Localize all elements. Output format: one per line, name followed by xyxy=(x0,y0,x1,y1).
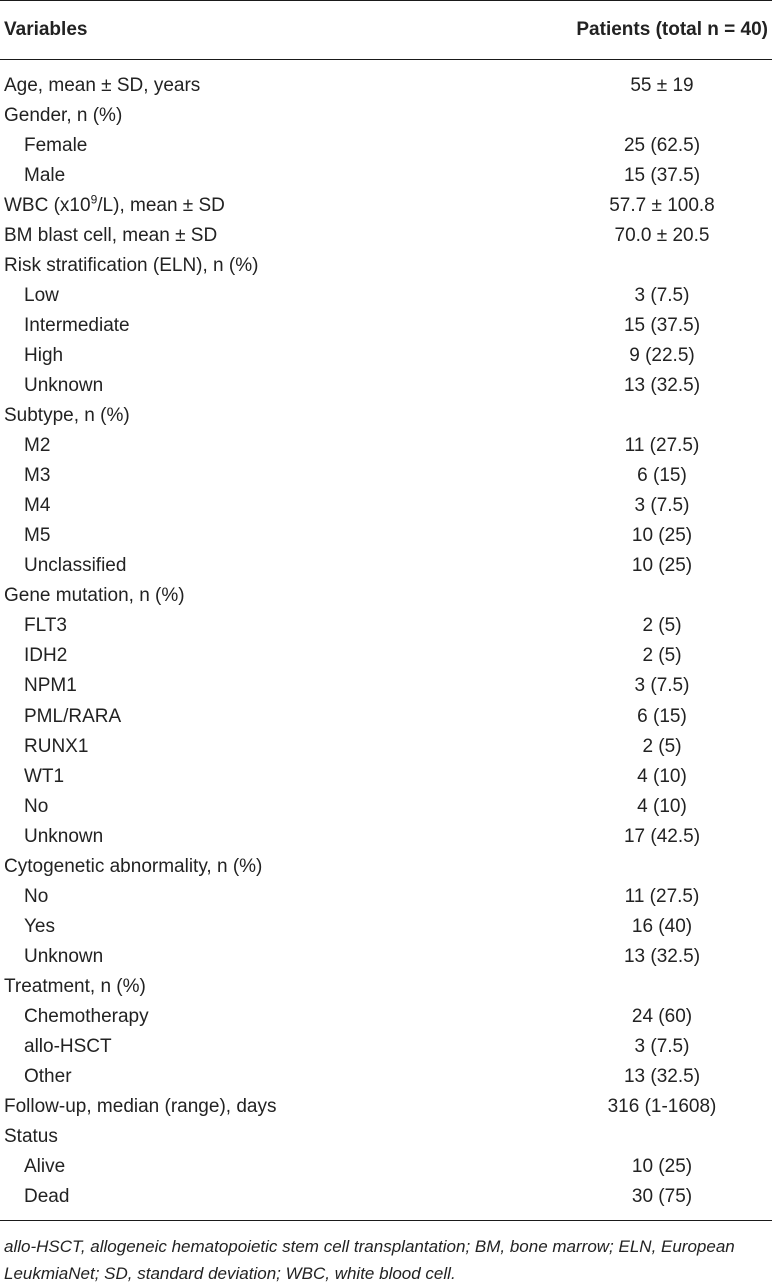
table-row xyxy=(0,521,772,551)
row-value: 2 (5) xyxy=(642,645,682,667)
table-row xyxy=(0,911,772,941)
row-value: 4 (10) xyxy=(637,765,687,787)
table-row xyxy=(0,971,772,1001)
row-label: allo-HSCT xyxy=(24,1036,112,1058)
table-row xyxy=(0,491,772,521)
table-row xyxy=(0,431,772,461)
row-value: 10 (25) xyxy=(631,1156,693,1178)
row-value: 3 (7.5) xyxy=(634,1036,690,1058)
table-header-row xyxy=(0,1,772,59)
table-row xyxy=(0,1182,772,1212)
header-variables: Variables xyxy=(4,19,88,40)
row-value: 25 (62.5) xyxy=(623,134,701,156)
row-label-post: /L), mean ± SD xyxy=(97,194,225,216)
row-value: 6 (15) xyxy=(637,465,687,487)
row-label: Risk stratification (ELN), n (%) xyxy=(4,254,259,276)
table-row xyxy=(0,701,772,731)
table-row xyxy=(0,551,772,581)
table-row xyxy=(0,310,772,340)
row-label-pre: WBC (x10 xyxy=(4,194,91,216)
table-row xyxy=(0,340,772,370)
row-value: 30 (75) xyxy=(631,1186,693,1208)
row-label: M5 xyxy=(24,525,51,547)
table-row xyxy=(0,190,772,220)
row-label: Dead xyxy=(24,1186,70,1208)
row-label: High xyxy=(24,344,64,366)
row-label: Treatment, n (%) xyxy=(4,975,146,997)
table-row xyxy=(0,671,772,701)
row-label: Unknown xyxy=(24,825,104,847)
row-value: 11 (27.5) xyxy=(624,435,700,457)
table-row xyxy=(0,1092,772,1122)
row-label: Unclassified xyxy=(24,555,127,577)
table-row xyxy=(0,611,772,641)
row-label: BM blast cell, mean ± SD xyxy=(4,224,218,246)
row-value: 6 (15) xyxy=(637,705,687,727)
table-row xyxy=(0,1032,772,1062)
table-row xyxy=(0,881,772,911)
row-value: 13 (32.5) xyxy=(623,374,701,396)
row-label: Chemotherapy xyxy=(24,1005,149,1027)
row-label: PML/RARA xyxy=(24,705,122,727)
table-row xyxy=(0,160,772,190)
row-label xyxy=(0,192,412,216)
table-row xyxy=(0,130,772,160)
row-label-superscript: 9 xyxy=(90,192,98,207)
row-label: M2 xyxy=(24,435,51,457)
row-label: Unknown xyxy=(24,374,104,396)
table-row xyxy=(0,1001,772,1031)
row-value: 24 (60) xyxy=(631,1005,693,1027)
row-label: Female xyxy=(24,134,88,156)
row-value: 13 (32.5) xyxy=(623,945,701,967)
row-label: Intermediate xyxy=(24,314,130,336)
row-value: 15 (37.5) xyxy=(623,164,701,186)
row-label: M3 xyxy=(24,465,51,487)
row-label: Other xyxy=(24,1066,72,1088)
row-value: 55 ± 19 xyxy=(630,74,694,96)
row-label: Yes xyxy=(24,915,55,937)
table-row xyxy=(0,1122,772,1152)
table-row xyxy=(0,761,772,791)
row-value: 57.7 ± 100.8 xyxy=(609,194,715,216)
table-row xyxy=(0,791,772,821)
header-patients: Patients (total n = 40) xyxy=(576,19,768,40)
row-label: WT1 xyxy=(24,765,65,787)
row-value: 2 (5) xyxy=(642,615,682,637)
row-value: 2 (5) xyxy=(642,735,682,757)
row-label: Cytogenetic abnormality, n (%) xyxy=(4,855,263,877)
table-row xyxy=(0,401,772,431)
table-row xyxy=(0,851,772,881)
table-row xyxy=(0,70,772,100)
row-value: 316 (1-1608) xyxy=(607,1096,717,1118)
row-label: Gene mutation, n (%) xyxy=(4,585,185,607)
row-label: FLT3 xyxy=(24,615,67,637)
row-label: Low xyxy=(24,284,59,306)
table-row xyxy=(0,220,772,250)
row-value: 9 (22.5) xyxy=(629,344,695,366)
row-label: No xyxy=(24,795,49,817)
row-value: 4 (10) xyxy=(637,795,687,817)
row-value: 11 (27.5) xyxy=(624,885,700,907)
table-row xyxy=(0,250,772,280)
row-label: IDH2 xyxy=(24,645,68,667)
row-label: Gender, n (%) xyxy=(4,104,123,126)
table-row xyxy=(0,821,772,851)
row-label: Status xyxy=(4,1126,58,1148)
row-value: 16 (40) xyxy=(631,915,693,937)
row-label: RUNX1 xyxy=(24,735,89,757)
row-value: 3 (7.5) xyxy=(634,495,690,517)
row-label: Alive xyxy=(24,1156,66,1178)
table-row xyxy=(0,1062,772,1092)
table-row xyxy=(0,731,772,761)
row-value: 17 (42.5) xyxy=(623,825,701,847)
table-row xyxy=(0,100,772,130)
row-value: 3 (7.5) xyxy=(634,675,690,697)
table-footnote: allo-HSCT, allogeneic hematopoietic stem cell transplantation; BM, bone marrow; ELN, European LeukmiaNet; SD, standard deviation; WBC, white blood cell. xyxy=(4,1236,735,1283)
row-label: Follow-up, median (range), days xyxy=(4,1096,277,1118)
row-value: 13 (32.5) xyxy=(623,1066,701,1088)
table-row xyxy=(0,581,772,611)
row-label: Male xyxy=(24,164,66,186)
row-value: 10 (25) xyxy=(631,555,693,577)
row-value: 3 (7.5) xyxy=(634,284,690,306)
table-row xyxy=(0,941,772,971)
row-label: NPM1 xyxy=(24,675,77,697)
table-row xyxy=(0,370,772,400)
table-row xyxy=(0,1152,772,1182)
row-label: Unknown xyxy=(24,945,104,967)
row-label: No xyxy=(24,885,49,907)
table-row xyxy=(0,641,772,671)
row-value: 10 (25) xyxy=(631,525,693,547)
table-row xyxy=(0,461,772,491)
row-label: Age, mean ± SD, years xyxy=(4,74,201,96)
row-label: M4 xyxy=(24,495,51,517)
table-body xyxy=(0,60,772,1220)
row-value: 70.0 ± 20.5 xyxy=(614,224,710,246)
table-row xyxy=(0,280,772,310)
row-label: Subtype, n (%) xyxy=(4,405,130,427)
row-value: 15 (37.5) xyxy=(623,314,701,336)
